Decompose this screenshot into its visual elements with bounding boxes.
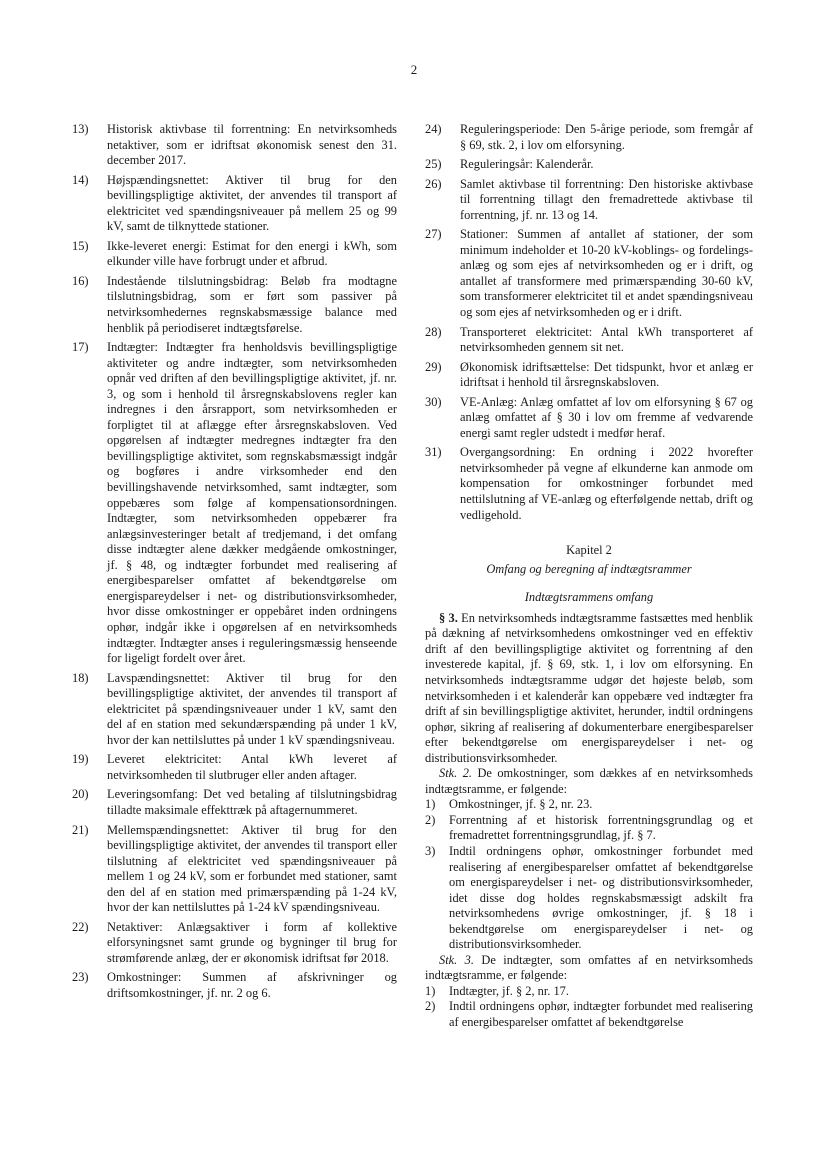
item-number: 21) [72,822,89,837]
item-number: 22) [72,919,89,934]
list-item [425,360,753,391]
section-marker: § 3. [439,610,458,625]
item-text: Indtil ordningens ophør, omkostninger forbundet med realisering af energibesparelser omfattet af bekendtgørelse om energispareydelser i net- og distributionsvirksomheder, idet disse dog holdes regnskabsmæssigt adskilt fra netvirksomhedens øvrige omkostninger, jf. § 18 i bekendtgørelse om energispareydelser i net- og distributionsvirksomheder. [449,843,753,952]
item-text: Historisk aktivbase til forrentning: En netvirksomheds netaktiver, som er idriftsat økonomisk senest den 31. december 2017. [107,122,397,168]
item-number: 14) [72,172,89,187]
item-text: Økonomisk idriftsættelse: Det tidspunkt, hvor et anlæg er idriftsat i henhold til årsregnskabsloven. [460,359,753,390]
item-text: Transporteret elektricitet: Antal kWh transporteret af netvirksomheden gennem sit net. [460,324,753,355]
item-text: Netaktiver: Anlægsaktiver i form af kollektive elforsyningsnet samt grunde og bygninger til brug for strømførende anlæg, der er økonomisk idriftsat før 2018. [107,919,397,965]
list-item [72,920,397,967]
item-text: Mellemspændingsnettet: Aktiver til brug for den bevillingspligtige aktivitet, der anvendes til transport eller tilslutning af elektricitet ved spændingsniveauer på mellem 1 og 24 kV, som er forbundet med stationer, samt den del af en station med primærspænding på 1-24 kV, hvor der kan nettilsluttes på 1-24 kV spændingsniveau. [107,822,397,915]
left-column [72,122,397,1002]
section-3-paragraph [425,611,753,766]
item-number: 2) [425,812,436,827]
item-number: 24) [425,122,442,136]
section-heading: Indtægtsrammens omfang [524,590,654,605]
list-item [425,999,753,1030]
item-number: 25) [425,157,442,172]
page-number: 2 [410,62,418,77]
list-item [425,445,753,523]
chapter-subtitle: Omfang og beregning af indtægtsrammer [486,561,692,576]
item-text: Ikke-leveret energi: Estimat for den energi i kWh, som elkunder ville have forbrugt under et afbrud. [107,238,397,269]
item-number: 31) [425,445,442,460]
list-item [72,239,397,270]
item-number: 23) [72,970,89,985]
item-number: 19) [72,752,89,767]
section-3-text: En netvirksomheds indtægtsramme fastsættes med henblik på dækning af netvirksomhedens omkostninger ved en effektiv drift af den bevillingspligtige aktivitet og forrentning af den investerede kapital, jf. § 69, stk. 1, i lov om elforsyning. En netvirksomheds indtægtsramme udgør det højeste beløb, som netvirksomheden i et kalenderår kan oppebære ved indtægter fra drift af sin bevillingspligtige aktivitet, herunder, indtil ordningens ophør, sikring af realisering af dokumenterbare energibesparelser efter bekendtgørelse om energispareydelser i net- og distributionsvirksomheder. [425,610,753,765]
list-item [425,325,753,356]
stk-2-text: De omkostninger, som dækkes af en netvirksomheds indtægtsramme, er følgende: [425,766,753,796]
list-item [425,813,753,844]
item-text: Reguleringsår: Kalenderår. [460,157,594,172]
item-text: Omkostninger: Summen af afskrivninger og driftsomkostninger, jf. nr. 2 og 6. [107,970,397,1000]
list-item [72,752,397,783]
stk-3-marker: Stk. 3. [439,952,474,967]
item-number: 15) [72,238,89,253]
item-text: VE-Anlæg: Anlæg omfattet af lov om elforsyning § 67 og anlæg omfattet af § 30 i lov om fremme af vedvarende energi samt regler udstedt i medfør heraf. [460,394,753,440]
chapter-title: Kapitel 2 [566,543,612,558]
item-number: 16) [72,273,89,288]
item-text: Indtil ordningens ophør, indtægter forbundet med realisering af energibesparelser omfattet af bekendtgørelse [449,999,753,1029]
item-text: Reguleringsperiode: Den 5-årige periode, som fremgår af § 69, stk. 2, i lov om elforsyning. [460,122,753,152]
item-number: 29) [425,359,442,374]
list-item [425,984,753,1000]
stk-2-paragraph [425,766,753,797]
list-item [72,122,397,169]
item-number: 3) [425,843,436,858]
item-number: 28) [425,324,442,339]
item-text: Leveringsomfang: Det ved betaling af tilslutningsbidrag tilladte maksimale effekttræk på aftagernummeret. [107,787,397,817]
list-item [72,787,397,818]
list-item [72,671,397,749]
item-number: 27) [425,227,442,242]
item-number: 17) [72,340,89,355]
list-item [425,227,753,320]
list-item [425,177,753,224]
list-item [72,970,397,1001]
item-number: 20) [72,787,89,802]
item-text: Højspændingsnettet: Aktiver til brug for den bevillingspligtige aktivitet, der anvendes til transport af elektricitet ved spændingsniveauer på mellem 25 og 99 kV, samt de tilknyttede stationer. [107,172,397,234]
item-number: 13) [72,122,89,136]
item-text: Indtægter, jf. § 2, nr. 17. [449,983,569,998]
list-item [72,823,397,916]
item-text: Overgangsordning: En ordning i 2022 hvorefter netvirksomheder på vegne af elkunderne kan anmode om kompensation for omkostninger forbundet med nettilslutning af VE-anlæg og efterfølgende nettab, drift og vedligehold. [460,445,753,522]
item-text: Lavspændingsnettet: Aktiver til brug for den bevillingspligtige aktivitet, der anvendes til transport af elektricitet på spændingsniveauer under 1 kV, samt den del af en station med sekundærspænding på under 1 kV, hvor der kan nettilsluttes på under 1 kV spændingsniveau. [107,670,397,747]
item-text: Stationer: Summen af antallet af stationer, der som minimum indeholder et 10-20 kV-koblings- og fordelings-anlæg og som ejes af netvirksomheden og er i drift, og antallet af transformere med primærspænding 30-60 kV, som transformerer elektricitet til et andet spændingsniveau og som ejes af netvirksomheden og er i drift. [460,227,753,320]
item-text: Indestående tilslutningsbidrag: Beløb fra modtagne tilslutningsbidrag, som er ført som passiver på netvirksomhedernes regnskabsmæssige balance med henblik på periodiseret indtægtsførelse. [107,273,397,335]
item-text: Leveret elektricitet: Antal kWh leveret af netvirksomheden til slutbruger eller anden aftager. [107,752,397,782]
item-text: Samlet aktivbase til forrentning: Den historiske aktivbase til forrentning tillagt den fremadrettede aktivbase til forrentning, jf. nr. 13 og 14. [460,176,753,222]
stk-2-marker: Stk. 2. [439,766,472,781]
list-item [425,157,753,173]
list-item [72,274,397,336]
stk-3-paragraph [425,953,753,984]
item-number: 30) [425,394,442,409]
item-text: Omkostninger, jf. § 2, nr. 23. [449,797,593,812]
item-number: 1) [425,983,436,998]
item-text: Forrentning af et historisk forrentningsgrundlag og et fremadrettet forrentningsgrundlag, jf. § 7. [449,812,753,843]
list-item [425,844,753,953]
stk-3-text: De indtægter, som omfattes af en netvirksomheds indtægtsramme, er følgende: [425,952,753,983]
item-number: 1) [425,797,436,812]
item-text: Indtægter: Indtægter fra henholdsvis bevillingspligtige aktiviteter og andre indtægter, som netvirksomheden opnår ved driften af den bevillingspligtige aktivitet, jf. nr. 3, og som i henhold til årsregnskabslovens regler kan indregnes i den årsrapport, som netvirksomheden er forpligtet til at aflægge efter årsregnskabsloven. Ved opgørelsen af indtægter medregnes indtægter fra den bevillingspligtige aktivitet, som regnskabsmæssigt indgår og bogføres i andre virksomheder end den bevillingshavende netvirksomhed, samt indtægter, som oppebæres som følge af kompensationsordningen. Indtægter, som netvirksomheden oppebærer fra anlægsinvesteringer betalt af tredjemand, i det omfang disse indtægter alene dækker medgående omkostninger, jf. § 48, og indtægter forbundet med realisering af energibesparelser omfattet af bekendtgørelse om energispareydelser i net- og distributionsvirksomheder, hvor disse omkostninger er oppebåret inden ordningens ophør, indgår ikke i opgørelsen af en netvirksomheds indtægter. Indtægter anses i reguleringsmæssig henseende for ligeligt fordelt over året. [107,340,397,666]
list-item [72,340,397,666]
item-number: 26) [425,176,442,191]
right-column [425,122,753,1031]
definition-list-left [72,122,397,1002]
list-item [425,122,753,153]
list-item [72,173,397,235]
list-item [425,797,753,813]
item-number: 18) [72,670,89,685]
list-item [425,395,753,442]
item-number: 2) [425,999,436,1014]
definition-list-right [425,122,753,523]
